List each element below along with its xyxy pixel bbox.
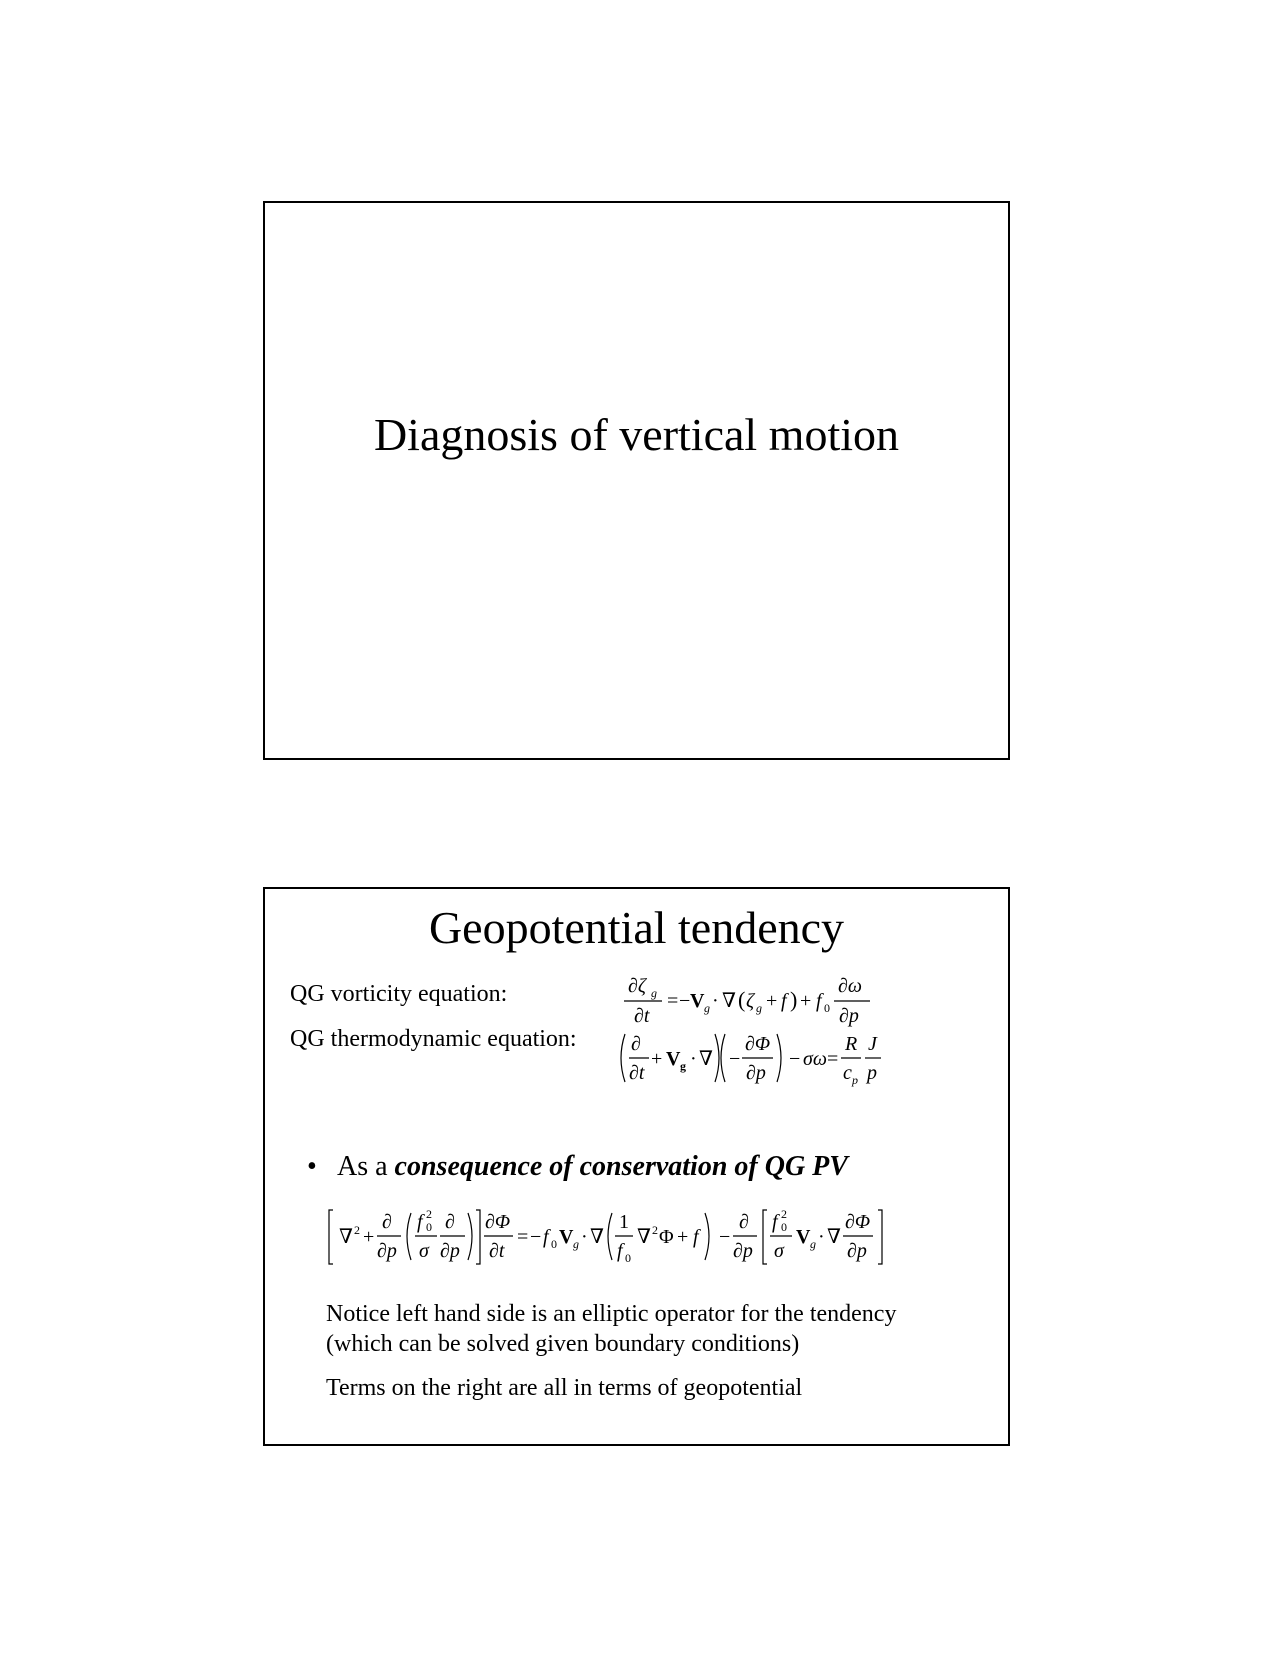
svg-text:·: · xyxy=(712,990,719,1012)
svg-text:+: + xyxy=(651,1048,663,1070)
bullet-item xyxy=(307,1151,848,1183)
svg-text:f: f xyxy=(617,1240,623,1262)
svg-text:0: 0 xyxy=(426,1220,432,1234)
svg-text:∂t: ∂t xyxy=(634,1005,650,1027)
svg-text:+: + xyxy=(800,990,812,1012)
svg-text:∂: ∂ xyxy=(382,1211,392,1233)
svg-text:∂p: ∂p xyxy=(440,1240,460,1262)
svg-text:+: + xyxy=(677,1226,689,1248)
svg-text:c: c xyxy=(843,1062,852,1084)
svg-text:∇: ∇ xyxy=(722,990,736,1012)
svg-text:R: R xyxy=(845,1033,858,1055)
svg-text:=: = xyxy=(667,990,679,1012)
bullet-emphasis: consequence of conservation of QG PV xyxy=(394,1151,848,1182)
svg-text:f: f xyxy=(693,1226,699,1248)
svg-text:f: f xyxy=(781,990,787,1012)
svg-text:2: 2 xyxy=(426,1207,432,1221)
svg-text:V: V xyxy=(796,1226,811,1248)
svg-text:1: 1 xyxy=(619,1211,629,1233)
svg-text:2: 2 xyxy=(652,1223,658,1237)
thermodynamic-equation-label: QG thermodynamic equation: xyxy=(290,1026,577,1052)
svg-text:·: · xyxy=(690,1048,697,1070)
svg-text:∂: ∂ xyxy=(445,1211,455,1233)
svg-text:g: g xyxy=(573,1237,579,1251)
svg-text:+: + xyxy=(363,1226,375,1248)
slide-2 xyxy=(263,887,1010,1446)
svg-text:∇: ∇ xyxy=(637,1226,651,1248)
svg-text:f: f xyxy=(543,1226,549,1248)
note-elliptic xyxy=(326,1299,896,1359)
svg-text:J: J xyxy=(868,1033,877,1055)
svg-text:−: − xyxy=(679,990,691,1012)
bullet-dot: • xyxy=(307,1151,317,1182)
svg-text:Φ: Φ xyxy=(659,1226,674,1248)
svg-text:∂t: ∂t xyxy=(629,1062,645,1084)
svg-text:0: 0 xyxy=(551,1237,557,1251)
svg-text:f: f xyxy=(417,1211,423,1233)
svg-text:∂Φ: ∂Φ xyxy=(745,1033,771,1055)
svg-text:−: − xyxy=(729,1048,741,1070)
svg-text:0: 0 xyxy=(824,1001,830,1015)
vorticity-equation xyxy=(620,971,880,1027)
slide-title: Geopotential tendency xyxy=(428,902,845,953)
svg-text:∂p: ∂p xyxy=(839,1005,859,1027)
svg-text:∂t: ∂t xyxy=(489,1240,505,1262)
slide-title: Diagnosis of vertical motion xyxy=(373,409,900,460)
svg-text:V: V xyxy=(690,990,705,1012)
svg-text:g: g xyxy=(810,1237,816,1251)
svg-text:0: 0 xyxy=(781,1220,787,1234)
svg-text:p: p xyxy=(867,1062,877,1084)
slide-1 xyxy=(263,201,1010,760)
note-line: (which can be solved given boundary conditions) xyxy=(326,1331,800,1357)
svg-text:∇: ∇ xyxy=(339,1226,353,1248)
svg-text:∂p: ∂p xyxy=(847,1240,867,1262)
svg-text:f: f xyxy=(772,1211,778,1233)
svg-text:=: = xyxy=(517,1226,529,1248)
svg-text:g: g xyxy=(651,986,657,1000)
note-line: Notice left hand side is an elliptic operator for the tendency xyxy=(326,1301,897,1327)
svg-text:·: · xyxy=(581,1226,588,1248)
svg-text:(: ( xyxy=(738,987,746,1012)
note-geopotential: Terms on the right are all in terms of geopotential xyxy=(326,1375,803,1401)
svg-text:∇: ∇ xyxy=(590,1226,604,1248)
svg-text:g: g xyxy=(756,1001,762,1015)
svg-text:∂: ∂ xyxy=(631,1033,641,1055)
svg-text:V: V xyxy=(559,1226,574,1248)
svg-text:σω: σω xyxy=(803,1048,827,1070)
svg-text:V: V xyxy=(666,1048,681,1070)
svg-text:2: 2 xyxy=(354,1223,360,1237)
svg-text:0: 0 xyxy=(625,1251,631,1265)
bullet-text: As a xyxy=(337,1151,395,1182)
svg-text:ζ: ζ xyxy=(746,990,755,1012)
svg-text:∂p: ∂p xyxy=(733,1240,753,1262)
tendency-equation xyxy=(327,1204,907,1270)
thermodynamic-equation xyxy=(615,1026,885,1090)
svg-text:∇: ∇ xyxy=(827,1226,841,1248)
svg-text:·: · xyxy=(818,1226,825,1248)
svg-text:∂ζ: ∂ζ xyxy=(628,975,646,997)
svg-text:∇: ∇ xyxy=(699,1048,713,1070)
svg-text:−: − xyxy=(789,1048,801,1070)
svg-text:+: + xyxy=(766,990,778,1012)
svg-text:−: − xyxy=(719,1226,731,1248)
svg-text:∂ω: ∂ω xyxy=(838,975,863,997)
svg-text:σ: σ xyxy=(419,1240,429,1262)
svg-text:∂: ∂ xyxy=(739,1211,749,1233)
svg-text:g: g xyxy=(680,1059,686,1073)
svg-text:∂p: ∂p xyxy=(746,1062,766,1084)
svg-text:): ) xyxy=(790,987,798,1012)
svg-text:f: f xyxy=(816,990,822,1012)
svg-text:∂Φ: ∂Φ xyxy=(845,1211,871,1233)
svg-text:p: p xyxy=(852,1073,858,1087)
svg-text:−: − xyxy=(530,1226,542,1248)
vorticity-equation-label: QG vorticity equation: xyxy=(290,981,508,1007)
svg-text:2: 2 xyxy=(781,1207,787,1221)
svg-text:=: = xyxy=(827,1048,839,1070)
svg-text:∂Φ: ∂Φ xyxy=(485,1211,511,1233)
svg-text:σ: σ xyxy=(774,1240,784,1262)
svg-text:∂p: ∂p xyxy=(377,1240,397,1262)
svg-text:g: g xyxy=(704,1001,710,1015)
